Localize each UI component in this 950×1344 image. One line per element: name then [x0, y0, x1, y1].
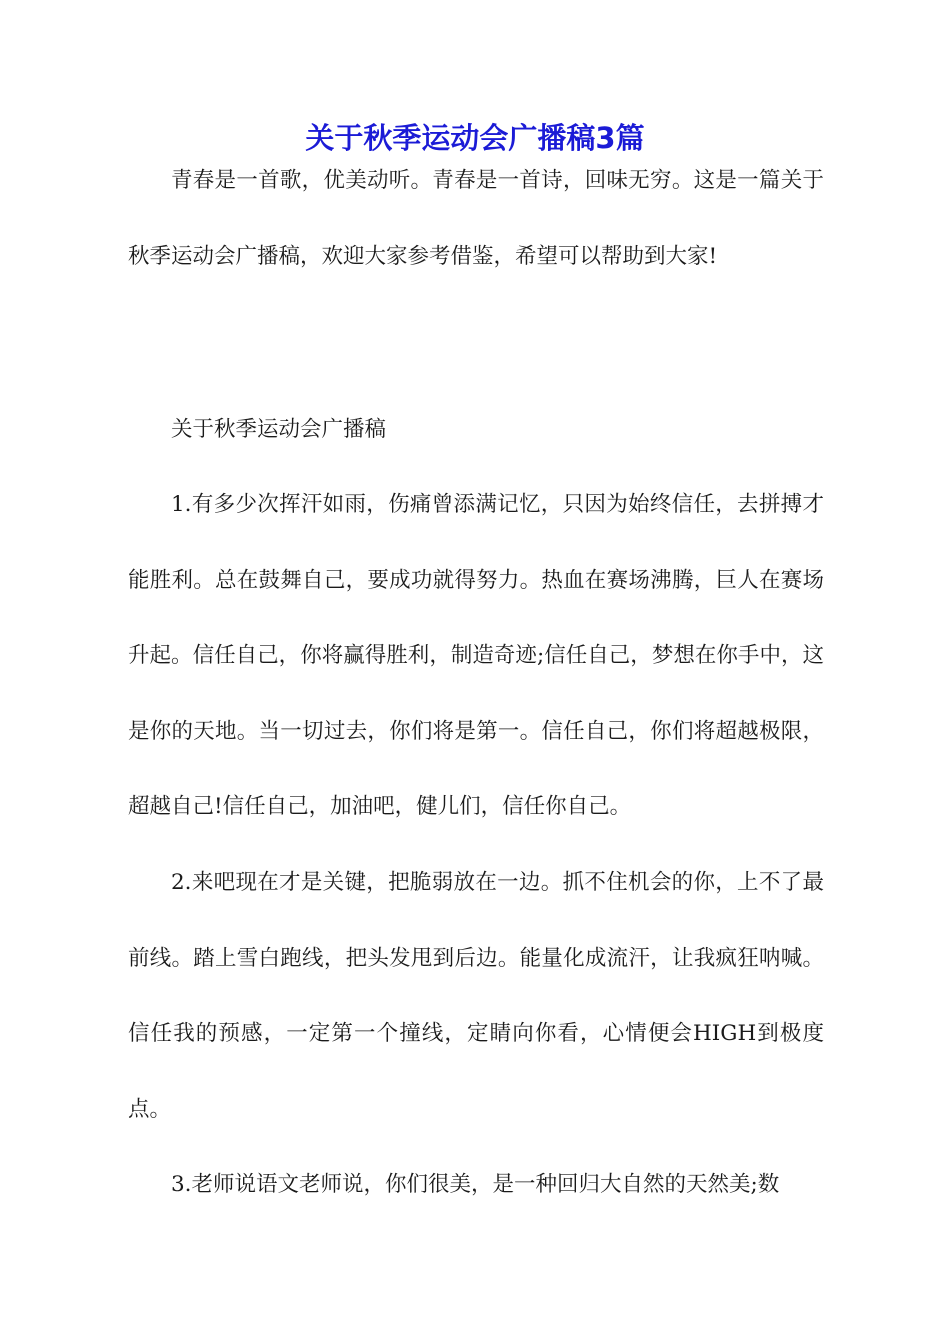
paragraph-3: 3.老师说语文老师说，你们很美，是一种回归大自然的天然美;数	[171, 1172, 780, 1197]
intro-paragraph: 青春是一首歌，优美动听。青春是一首诗，回味无穷。这是一篇关于秋季运动会广播稿，欢迎大家参考借鉴，希望可以帮助到大家!	[128, 168, 824, 269]
section-subtitle: 关于秋季运动会广播稿	[171, 417, 387, 442]
paragraph-2: 2.来吧现在才是关键，把脆弱放在一边。抓不住机会的你，上不了最前线。踏上雪白跑线，把头发甩到后边。能量化成流汗，让我疯狂呐喊。信任我的预感，一定第一个撞线，定睛向你看，心情便会HIGH到极度点。	[128, 870, 824, 1122]
document-title: 关于秋季运动会广播稿3篇	[305, 121, 645, 155]
paragraph-1: 1.有多少次挥汗如雨，伤痛曾添满记忆，只因为始终信任，去拼搏才能胜利。总在鼓舞自己，要成功就得努力。热血在赛场沸腾，巨人在赛场升起。信任自己，你将赢得胜利，制造奇迹;信任自己，梦想在你手中，这是你的天地。当一切过去，你们将是第一。信任自己，你们将超越极限，超越自己!信任自己，加油吧，健儿们，信任你自己。	[128, 492, 824, 819]
